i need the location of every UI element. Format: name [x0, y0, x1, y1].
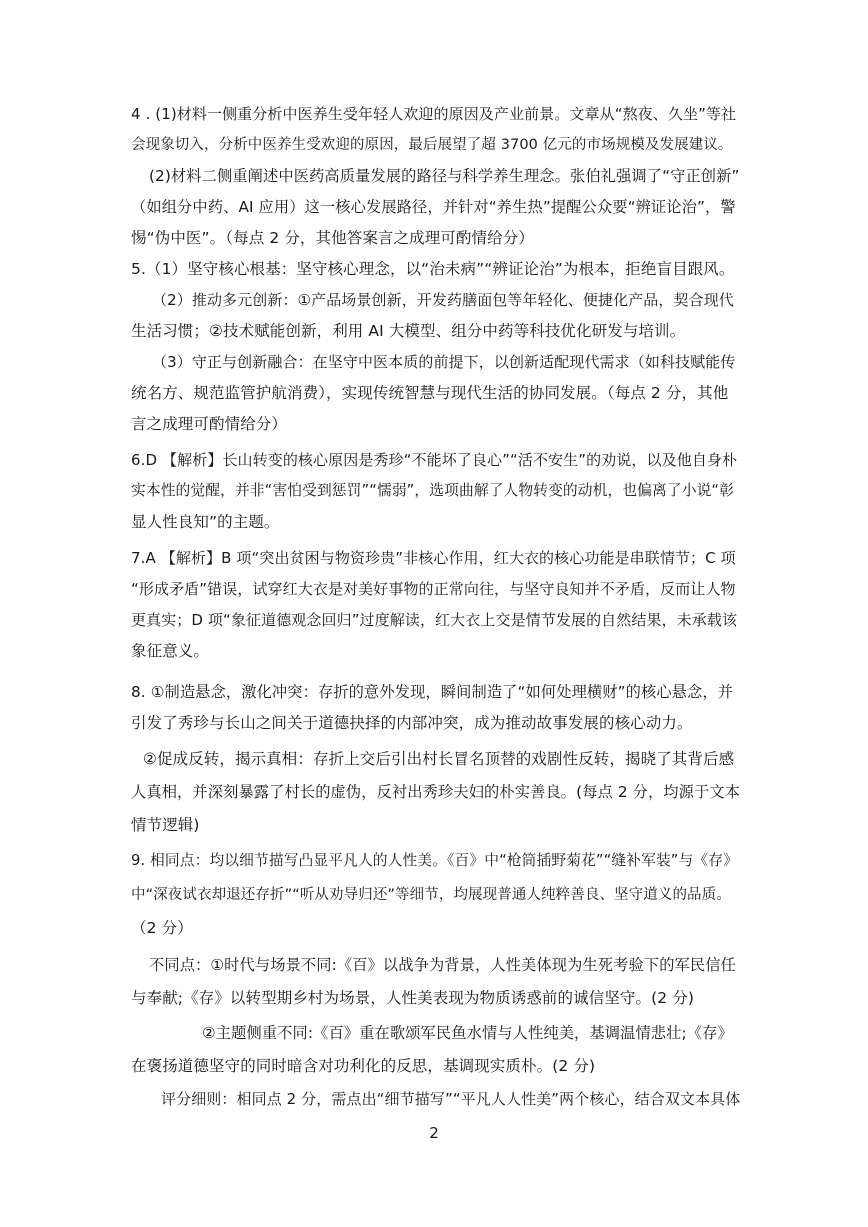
text-line: 生活习惯；②技术赋能创新，利用 AI 大模型、组分中药等科技优化研发与培训。 [131, 322, 686, 340]
text-line: 会现象切入，分析中医养生受欢迎的原因，最后展望了超 3700 亿元的市场规模及发展建议。 [131, 137, 733, 153]
text-line: 情节逻辑) [131, 816, 200, 834]
text-line: 9. 相同点：均以细节描写凸显平凡人的人性美。《百》中“枪筒插野菊花”“缝补军装”与《存》 [131, 852, 738, 869]
text-line: ②主题侧重不同:《百》重在歌颂军民鱼水情与人性纯美，基调温情悲壮;《存》 [202, 1024, 733, 1042]
text-line: 引发了秀珍与长山之间关于道德抉择的内部冲突，成为推动故事发展的核心动力。 [131, 714, 693, 732]
text-line: （2）推动多元创新：①产品场景创新，开发药膳面包等年轻化、便捷化产品，契合现代 [152, 291, 734, 309]
text-line: 实本性的觉醒，并非“害怕受到惩罚”“懦弱”，选项曲解了人物转变的动机，也偏离了小说“彰 [131, 482, 735, 499]
text-line: 人真相，并深刻暴露了村长的虚伪，反衬出秀珍夫妇的朴实善良。(每点 2 分，均源于文本 [131, 783, 741, 801]
text-line: (2)材料二侧重阐述中医药高质量发展的路径与科学养生理念。张伯礼强调了“守正创新” [149, 167, 740, 185]
text-line: 6.D 【解析】长山转变的核心原因是秀珍“不能坏了良心”“活不安生”的劝说，以及他自身朴 [131, 451, 738, 469]
text-line: 在褒扬道德坚守的同时暗含对功利化的反思，基调现实质朴。(2 分) [131, 1057, 596, 1075]
text-line: （3）守正与创新融合：在坚守中医本质的前提下，以创新适配现代需求（如科技赋能传 [152, 353, 736, 371]
text-line: 象征意义。 [131, 642, 210, 660]
text-line: 显人性良知”的主题。 [131, 513, 280, 531]
text-line: 7.A 【解析】B 项“突出贫困与物资珍贵”非核心作用，红大衣的核心功能是串联情节；C 项 [131, 549, 736, 567]
text-line: 统名方、规范监管护航消费），实现传统智慧与现代生活的协同发展。（每点 2 分，其他 [131, 384, 729, 402]
text-line: “形成矛盾”错误，试穿红大衣是对美好事物的正常向往，与坚守良知并不矛盾，反而让人物 [131, 580, 736, 598]
text-line: 更真实；D 项“象征道德观念回归”过度解读，红大衣上交是情节发展的自然结果，未承载该 [131, 611, 738, 629]
text-line: ②促成反转，揭示真相：存折上交后引出村长冒名顶替的戏剧性反转，揭晓了其背后感 [143, 750, 735, 768]
text-line: 评分细则：相同点 2 分，需点出“细节描写”“平凡人人性美”两个核心，结合双文本具体 [161, 1090, 741, 1108]
text-line: （2 分） [131, 919, 193, 937]
text-line: 4 . (1)材料一侧重分析中医养生受年轻人欢迎的原因及产业前景。文章从“熬夜、久坐”等社 [131, 105, 737, 123]
page-number: 2 [429, 1124, 439, 1142]
text-line: 与奉献;《存》以转型期乡村为场景，人性美表现为物质诱惑前的诚信坚守。(2 分) [131, 989, 695, 1007]
text-line: 8. ①制造悬念，激化冲突：存折的意外发现，瞬间制造了“如何处理横财”的核心悬念，并 [131, 683, 734, 701]
text-line: （如组分中药、AI 应用）这一核心发展路径，并针对“养生热”提醒公众要“辨证论治”，警 [131, 198, 736, 216]
text-line: 惕“伪中医”。（每点 2 分，其他答案言之成理可酌情给分） [131, 229, 534, 247]
text-line: 不同点：①时代与场景不同:《百》以战争为背景，人性美体现为生死考验下的军民信任 [149, 956, 736, 974]
text-line: 中“深夜试衣却退还存折”“听从劝导归还”等细节，均展现普通人纯粹善良、坚守道义的品质。 [131, 887, 731, 903]
text-line: 5.（1）坚守核心根基：坚守核心理念，以“治未病”“辨证论治”为根本，拒绝盲目跟风。 [131, 260, 735, 278]
text-line: 言之成理可酌情给分） [131, 415, 288, 433]
